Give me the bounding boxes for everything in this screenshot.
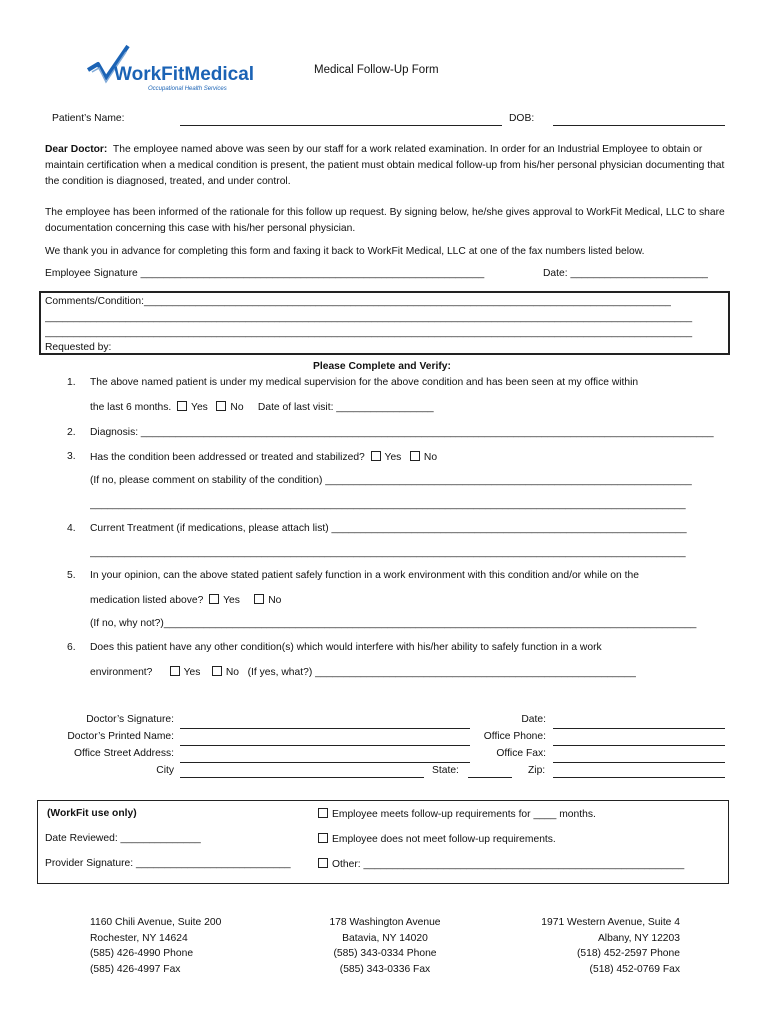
doctor-printed-field[interactable] (180, 745, 470, 746)
q6-text: Does this patient have any other condition(s) which would interfere with his/her ability to safely function in a work (90, 642, 602, 653)
q6-no-checkbox[interactable] (212, 666, 222, 676)
q1-cont-text: the last 6 months. (90, 402, 172, 413)
q4-treatment-line-2[interactable]: ________________________________________________________________________________________________________ (90, 547, 686, 558)
q3-comment-line-2[interactable]: ________________________________________________________________________________________________________ (90, 499, 686, 510)
state-field[interactable] (468, 777, 512, 778)
q5-no-checkbox[interactable] (254, 594, 264, 604)
other-checkbox[interactable] (318, 858, 328, 868)
office-street-label: Office Street Address: (74, 748, 174, 759)
address-albany (500, 915, 680, 977)
address-line: Albany, NY 12203 (597, 932, 680, 944)
q3-yes-label: Yes (384, 452, 402, 463)
q3-yes-checkbox[interactable] (371, 451, 381, 461)
q1-continuation (90, 401, 434, 413)
q4-treatment-field[interactable]: Current Treatment (if medications, please attach list) ______________________________________________________________ (90, 523, 687, 534)
office-street-field[interactable] (180, 762, 470, 763)
salutation: Dear Doctor: (45, 144, 108, 155)
workfit-option-3 (318, 858, 684, 870)
logo-brand-text: WorkFitMedical (114, 64, 254, 85)
q4-number: 4. (67, 523, 76, 534)
q3-text: Has the condition been addressed or treated and stabilized? (90, 452, 365, 463)
date-reviewed-field[interactable]: Date Reviewed: ______________ (45, 833, 201, 844)
employee-signature-field[interactable]: Employee Signature ____________________________________________________________ (45, 268, 485, 279)
address-line: 1971 Western Avenue, Suite 4 (541, 917, 680, 928)
state-label: State: (432, 765, 459, 776)
q1-no-label: No (230, 402, 244, 413)
form-title: Medical Follow-Up Form (314, 64, 439, 76)
office-fax-label: Office Fax: (496, 748, 546, 759)
workfit-option-2 (318, 833, 556, 845)
q1-yes-label: Yes (191, 402, 208, 413)
doctor-signature-label: Doctor’s Signature: (86, 714, 174, 725)
patient-name-label: Patient’s Name: (52, 113, 125, 124)
q2-diagnosis-field[interactable]: Diagnosis: ____________________________________________________________________________________________________ (90, 427, 714, 438)
address-fax: (585) 343-0336 Fax (339, 963, 431, 975)
q3-line (90, 451, 437, 463)
q6-yes-checkbox[interactable] (170, 666, 180, 676)
address-fax: (518) 452-0769 Fax (589, 963, 680, 975)
requested-by-label: Requested by: (45, 342, 112, 353)
doctor-printed-label: Doctor’s Printed Name: (67, 731, 174, 742)
address-batavia (300, 915, 470, 977)
zip-field[interactable] (553, 777, 725, 778)
q5-no-label: No (268, 595, 282, 606)
q5-text: In your opinion, can the above stated patient safely function in a work environment with this condition and/or while on the (90, 570, 639, 581)
q5-continuation (90, 594, 281, 606)
doctor-date-label: Date: (521, 714, 546, 725)
patient-name-field[interactable] (180, 125, 502, 126)
q5-number: 5. (67, 570, 76, 581)
workfit-use-header: (WorkFit use only) (47, 808, 137, 819)
q1-text: The above named patient is under my medical supervision for the above condition and has been seen at my office within (90, 377, 639, 388)
q3-no-checkbox[interactable] (410, 451, 420, 461)
doctor-date-field[interactable] (553, 728, 725, 729)
intro-paragraph-2: The employee has been informed of the rationale for this follow up request. By signing below, he/she gives approval to WorkFit Medical, LLC to share documentation concerning this case with his/her personal physician. (45, 207, 725, 234)
q6-number: 6. (67, 642, 76, 653)
meets-requirements-checkbox[interactable] (318, 808, 328, 818)
provider-signature-field[interactable]: Provider Signature: ___________________________ (45, 858, 291, 869)
zip-label: Zip: (528, 765, 546, 776)
address-line: 178 Washington Avenue (329, 917, 441, 928)
q5-cont-text: medication listed above? (90, 595, 204, 606)
address-phone: (518) 452-2597 Phone (576, 948, 680, 959)
comments-field[interactable]: Comments/Condition:____________________________________________________________________________________________ (45, 296, 671, 307)
address-fax: (585) 426-4997 Fax (90, 963, 181, 975)
address-line: Batavia, NY 14020 (342, 932, 428, 944)
q5-why-not-field[interactable]: (If no, why not?)_____________________________________________________________________________________________ (90, 618, 697, 629)
company-logo (84, 44, 254, 96)
intro-paragraph-3: We thank you in advance for completing this form and faxing it back to WorkFit Medical, LLC at one of the fax numbers listed below. (45, 246, 645, 257)
q6-no-label: No (225, 667, 239, 678)
doctor-signature-field[interactable] (180, 728, 470, 729)
not-meet-requirements-checkbox[interactable] (318, 833, 328, 843)
address-rochester (90, 915, 221, 977)
q1-yes-checkbox[interactable] (177, 401, 187, 411)
comments-line-3[interactable]: _________________________________________________________________________________________________________________ (45, 327, 693, 338)
city-label: City (156, 765, 174, 776)
office-phone-label: Office Phone: (483, 731, 546, 742)
q6-cont-text: environment? (90, 667, 153, 678)
intro-text-1: The employee named above was seen by our staff for a work related examination. In order for an Industrial Employee to obtain or maintain certification when a medical condition is present, the patient must obtain medical follow-up from his/her personal physician documenting that the condition is diagnosed, treated, and under control. (45, 144, 725, 187)
q5-yes-label: Yes (223, 595, 240, 606)
office-phone-field[interactable] (553, 745, 725, 746)
q1-number: 1. (67, 377, 76, 388)
not-meet-requirements-label: Employee does not meet follow-up requirements. (332, 834, 556, 845)
address-phone: (585) 343-0334 Phone (333, 948, 437, 959)
q1-last-visit-field[interactable]: Date of last visit: _________________ (257, 402, 434, 413)
logo-tagline-text: Occupational Health Services (148, 86, 227, 92)
intro-paragraph-1 (45, 142, 735, 190)
q6-continuation (90, 666, 636, 678)
q1-no-checkbox[interactable] (216, 401, 226, 411)
address-line: Rochester, NY 14624 (90, 932, 188, 944)
other-field[interactable]: Other: ________________________________________________________ (332, 859, 685, 870)
q5-yes-checkbox[interactable] (209, 594, 219, 604)
dob-field[interactable] (553, 125, 725, 126)
q3-no-label: No (423, 452, 438, 463)
workfit-option-1 (318, 808, 596, 820)
q3-number: 3. (67, 451, 76, 462)
meets-requirements-label: Employee meets follow-up requirements for ____ months. (332, 809, 596, 820)
verify-heading: Please Complete and Verify: (313, 361, 451, 372)
q6-yes-label: Yes (183, 667, 201, 678)
address-phone: (585) 426-4990 Phone (90, 948, 194, 959)
city-field[interactable] (180, 777, 424, 778)
q2-number: 2. (67, 427, 76, 438)
dob-label: DOB: (509, 113, 535, 124)
q6-what-field[interactable]: (If yes, what?) ________________________________________________________ (247, 667, 636, 678)
comments-line-2[interactable]: _________________________________________________________________________________________________________________ (45, 312, 693, 323)
address-line: 1160 Chili Avenue, Suite 200 (90, 917, 222, 928)
checkmark-logo-icon (84, 44, 254, 96)
office-fax-field[interactable] (553, 762, 725, 763)
employee-signature-date[interactable]: Date: ________________________ (543, 268, 708, 279)
q3-comment-field[interactable]: (If no, please comment on stability of the condition) ________________________________________________________________ (90, 475, 692, 486)
